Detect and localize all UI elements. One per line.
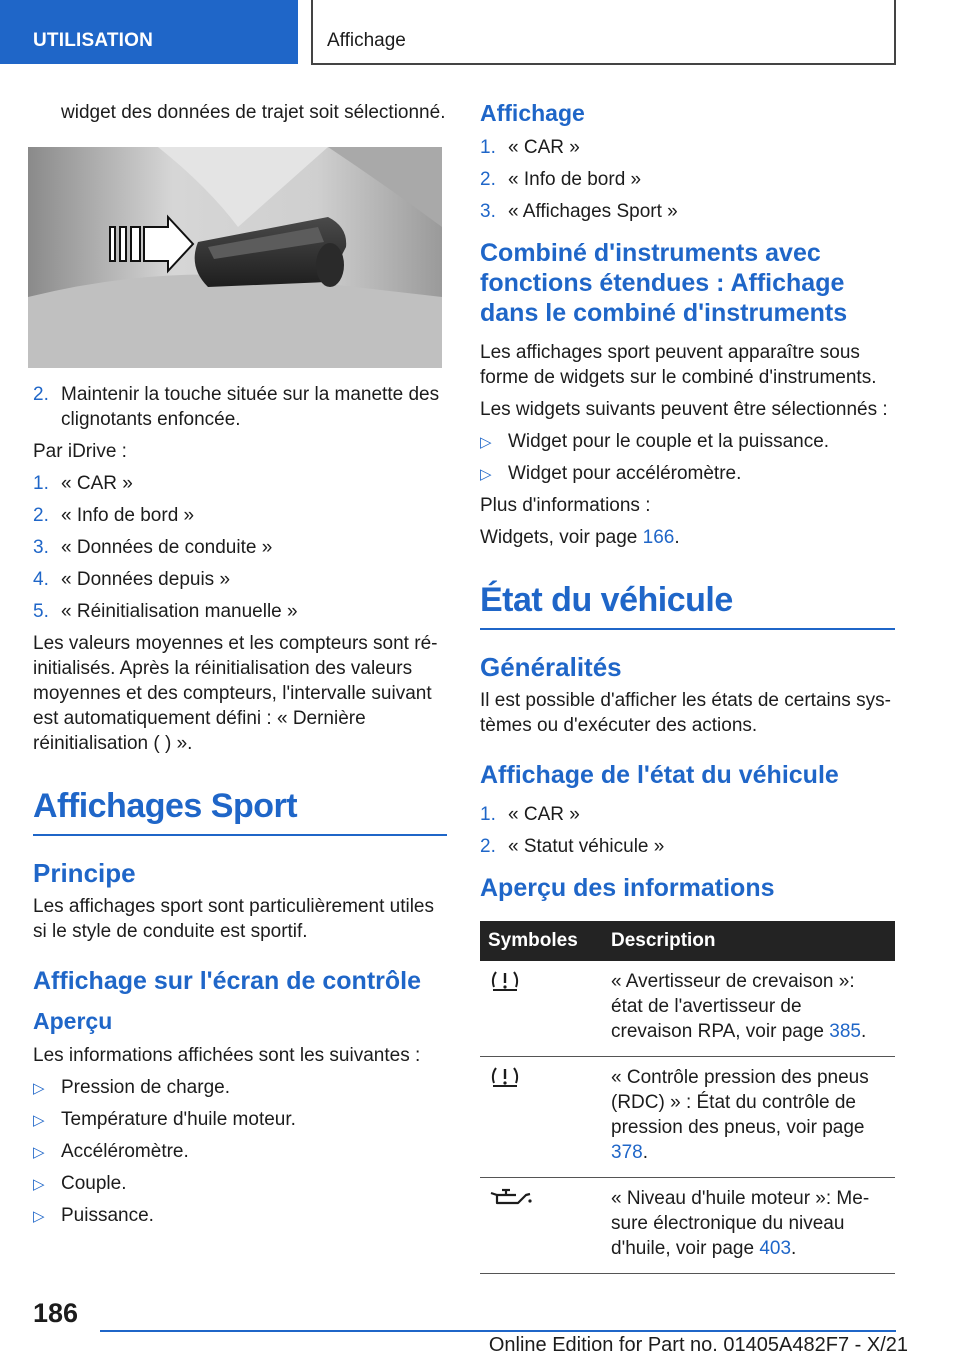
heading-affichage: Affichage: [480, 100, 585, 126]
list-item: 1. « CAR »: [480, 804, 580, 825]
footer-edition: Online Edition for Part no. 01405A482F7 - X/21: [488, 1334, 908, 1356]
list-item: 2. « Statut véhicule »: [480, 836, 665, 857]
heading-control-display: Affichage sur l'écran de contrôle: [33, 967, 421, 995]
list-item: ▷ Pression de charge.: [33, 1075, 447, 1100]
more-info-label: Plus d'informations :: [480, 495, 651, 516]
list-item: 2. Maintenir la touche située sur la manette des clignotants enfoncée.: [33, 384, 440, 430]
widgets-intro: Les widgets suivants peuvent être sélectionnés :: [480, 399, 888, 420]
list-item: 1. « CAR »: [33, 473, 133, 494]
list-item: 2. « Info de bord »: [480, 169, 642, 190]
heading-vehicle-status-display: Affichage de l'état du véhicule: [480, 761, 839, 789]
page-link-403[interactable]: 403: [759, 1238, 792, 1259]
triangle-bullet-icon: ▷: [33, 1176, 45, 1193]
affichage-step-list: [480, 135, 895, 224]
etat-step-list: [480, 802, 895, 859]
page-link-378[interactable]: 378: [611, 1142, 643, 1163]
tire-warning-icon: [488, 1065, 522, 1089]
step-list-continued: [33, 382, 447, 432]
turn-signal-lever-figure: [28, 147, 442, 368]
list-item: 4. « Données depuis »: [33, 569, 231, 590]
left-column: [33, 100, 447, 1235]
column-header-symbols: Symboles: [480, 921, 603, 961]
list-item: ▷ Widget pour accéléromètre.: [480, 461, 895, 486]
list-item: ▷ Widget pour le couple et la puissance.: [480, 429, 895, 454]
widget-bullet-list: [480, 429, 895, 486]
list-item: ▷ Couple.: [33, 1171, 447, 1196]
list-item: 3. « Données de conduite »: [33, 537, 273, 558]
table-row: « Niveau d'huile moteur »: Mesure électronique du niveau d'huile, voir page 403.: [480, 1178, 895, 1274]
list-item: 2. « Info de bord »: [33, 505, 195, 526]
reset-paragraph: Les valeurs moyennes et les compteurs sont réinitialisés. Après la réinitialisation des valeurs moyennes et des compteurs, l'intervalle suivant est automatiquement défini : « Dernière réinitialisation ( ) ».: [33, 633, 438, 754]
right-column: [480, 100, 895, 1274]
apercu-paragraph: Les informations affichées sont les suivantes :: [33, 1045, 421, 1066]
combine-paragraph: Les affichages sport peuvent apparaître sous forme de widgets sur le combiné d'instruments.: [480, 342, 877, 388]
header-section-tab: [0, 0, 298, 64]
list-item: 3. « Affichages Sport »: [480, 201, 678, 222]
heading-generalites: Généralités: [480, 652, 622, 682]
symbols-table: [480, 921, 895, 1274]
triangle-bullet-icon: ▷: [480, 434, 492, 451]
triangle-bullet-icon: ▷: [33, 1112, 45, 1129]
header-chapter-label: Affichage: [327, 30, 406, 51]
idrive-intro: Par iDrive :: [33, 441, 127, 462]
tire-warning-icon: [488, 969, 522, 993]
header-section-label: UTILISATION: [33, 30, 154, 51]
list-item: ▷ Température d'huile moteur.: [33, 1107, 447, 1132]
heading-info-overview: Aperçu des informations: [480, 874, 775, 902]
table-header-row: [480, 921, 895, 961]
column-header-description: Description: [603, 921, 895, 961]
header-chapter-box: [311, 0, 896, 65]
oil-can-icon: [488, 1186, 532, 1208]
footer-divider: [100, 1330, 896, 1332]
heading-principe: Principe: [33, 858, 136, 888]
heading-instrument-cluster: Combiné d'instruments avec fonctions étendues : Affichage dans le combiné d'instruments: [480, 239, 848, 327]
triangle-bullet-icon: ▷: [480, 466, 492, 483]
list-item: 5. « Réinitialisation manuelle »: [33, 601, 298, 622]
info-bullet-list: [33, 1075, 447, 1228]
heading-apercu: Aperçu: [33, 1008, 113, 1034]
idrive-step-list: [33, 471, 447, 624]
table-row: « Contrôle pression des pneus (RDC) » : État du contrôle de pression des pneus, voir page 378.: [480, 1057, 895, 1178]
intro-paragraph: widget des données de trajet soit sélectionné.: [61, 102, 446, 123]
section-title-sport: Affichages Sport: [33, 786, 447, 836]
list-item: 1. « CAR »: [480, 137, 580, 158]
list-item: ▷ Puissance.: [33, 1203, 447, 1228]
triangle-bullet-icon: ▷: [33, 1208, 45, 1225]
generalites-paragraph: Il est possible d'afficher les états de certains systèmes ou d'exécuter des actions.: [480, 690, 891, 736]
principe-paragraph: Les affichages sport sont particulièrement utiles si le style de conduite est sportif.: [33, 896, 434, 942]
triangle-bullet-icon: ▷: [33, 1144, 45, 1161]
list-item: ▷ Accéléromètre.: [33, 1139, 447, 1164]
table-row: « Avertisseur de crevaison »: état de l'avertisseur de crevaison RPA, voir page 385.: [480, 961, 895, 1057]
section-title-vehicle-status: État du véhicule: [480, 580, 895, 630]
widgets-reference: Widgets, voir page 166.: [480, 527, 680, 548]
triangle-bullet-icon: ▷: [33, 1080, 45, 1097]
page-link-166[interactable]: 166: [642, 527, 675, 548]
lever-illustration: [28, 147, 442, 368]
page-link-385[interactable]: 385: [829, 1021, 861, 1042]
page-number: 186: [33, 1298, 79, 1328]
